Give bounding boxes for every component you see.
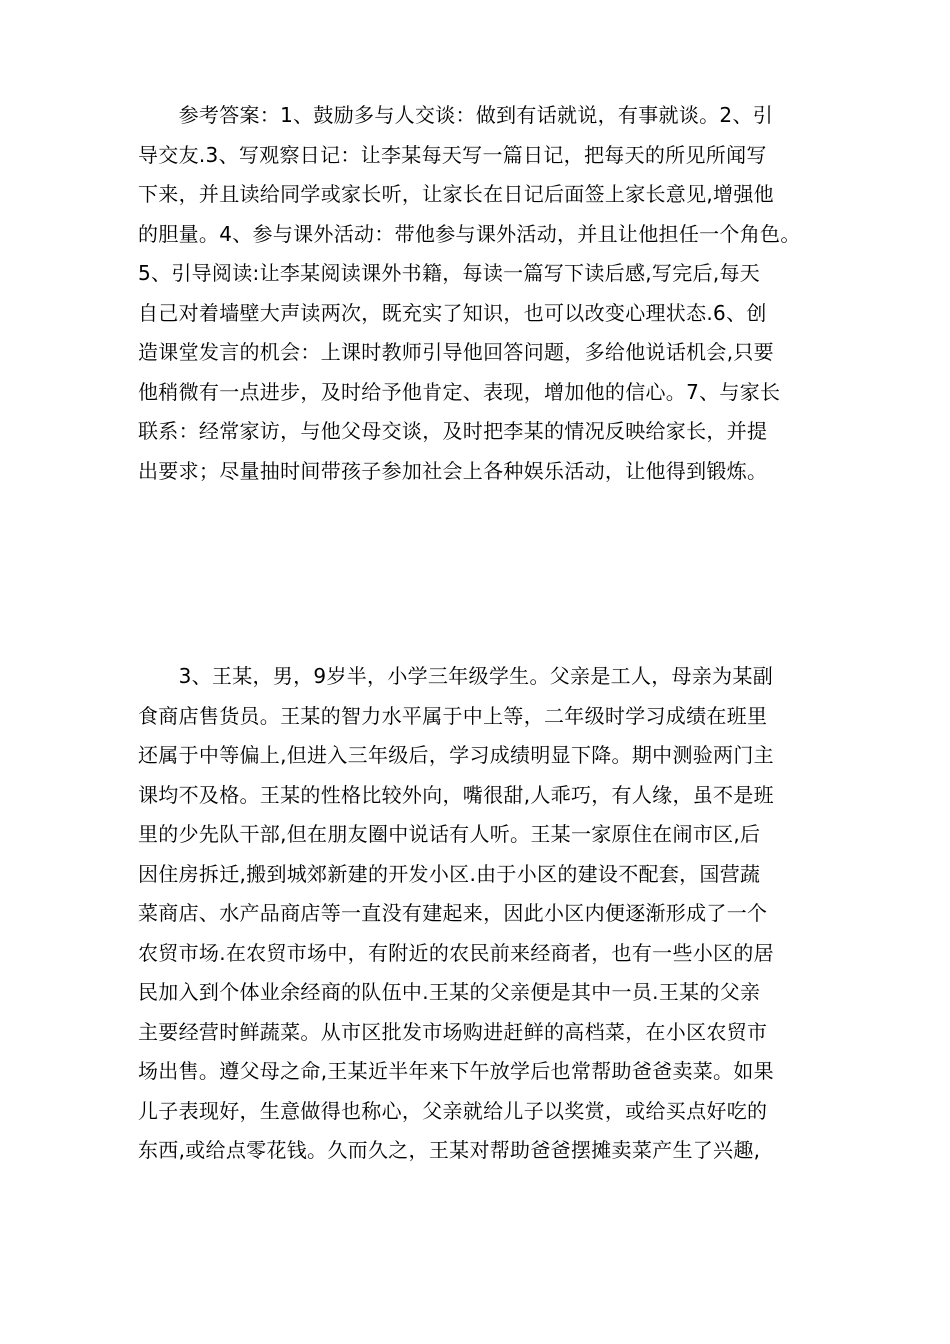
- text-line: 联系：经常家访，与他父母交谈，及时把李某的情况反映给家长，并提: [138, 419, 768, 443]
- text-line: 造课堂发言的机会：上课时教师引导他回答问题，多给他说话机会,只要: [138, 340, 774, 364]
- text-line: 农贸市场.在农贸市场中，有附近的农民前来经商者，也有一些小区的居: [138, 940, 774, 965]
- text-line: 东西,或给点零花钱。久而久之，王某对帮助爸爸摆摊卖菜产生了兴趣,: [138, 1138, 761, 1162]
- text-line: 儿子表现好，生意做得也称心，父亲就给儿子以奖赏，或给买点好吃的: [138, 1098, 768, 1123]
- text-line: 场出售。遵父母之命,王某近半年来下午放学后也常帮助爸爸卖菜。如果: [138, 1059, 774, 1083]
- text-line: 菜商店、水产品商店等一直没有建起来，因此小区内便逐渐形成了一个: [138, 901, 768, 925]
- text-line: 他稍微有一点进步，及时给予他肯定、表现，增加他的信心。7、与家长: [138, 379, 781, 404]
- answer-paragraph: [138, 96, 828, 491]
- text-line: 因住房拆迁,搬到城郊新建的开发小区.由于小区的建设不配套，国营蔬: [138, 861, 761, 886]
- text-line: 课均不及格。王某的性格比较外向，嘴很甜,人乖巧，有人缘，虽不是班: [138, 782, 774, 807]
- text-line: 里的少先队干部,但在朋友圈中说话有人听。王某一家原住在闹市区,后: [138, 822, 761, 846]
- text-line: 参考答案：1、鼓励多与人交谈：做到有话就说，有事就谈。2、引: [138, 103, 774, 127]
- text-line: 下来，并且读给同学或家长听，让家长在日记后面签上家长意见,增强他: [138, 182, 774, 206]
- text-line: 3、王某，男，9岁半，小学三年级学生。父亲是工人，母亲为某副: [138, 664, 774, 688]
- text-line: 食商店售货员。王某的智力水平属于中上等，二年级时学习成绩在班里: [138, 703, 768, 728]
- text-line: 主要经营时鲜蔬菜。从市区批发市场购进赶鲜的高档菜，在小区农贸市: [138, 1019, 768, 1044]
- text-line: 出要求；尽量抽时间带孩子参加社会上各种娱乐活动，让他得到锻炼。: [138, 458, 768, 483]
- text-line: 的胆量。4、参与课外活动：带他参与课外活动，并且让他担任一个角色。: [138, 221, 801, 246]
- text-line: 5、引导阅读:让李某阅读课外书籍，每读一篇写下读后感,写完后,每天: [138, 261, 761, 285]
- text-line: 民加入到个体业余经商的队伍中.王某的父亲便是其中一员.王某的父亲: [138, 980, 761, 1004]
- text-line: 自己对着墙壁大声读两次，既充实了知识，也可以改变心理状态.6、创: [138, 300, 767, 325]
- text-line: 导交友.3、写观察日记：让李某每天写一篇日记，把每天的所见所闻写: [138, 142, 767, 167]
- text-line: 还属于中等偏上,但进入三年级后，学习成绩明显下降。期中测验两门主: [138, 743, 774, 767]
- case-paragraph: [138, 657, 828, 1171]
